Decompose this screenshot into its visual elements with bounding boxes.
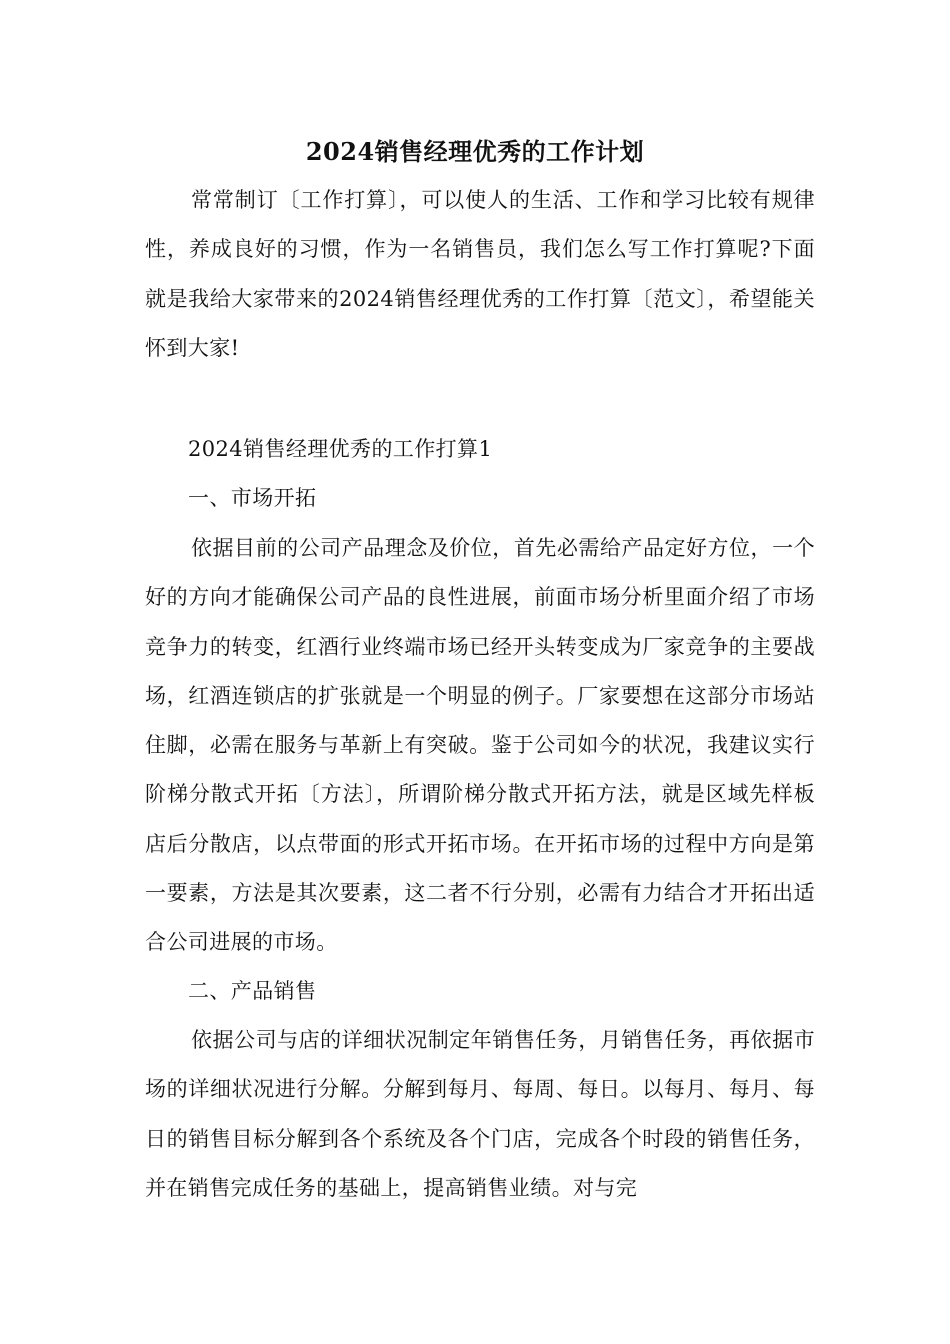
paragraph-product-sales: 依据公司与店的详细状况制定年销售任务，月销售任务，再依据市场的详细状况进行分解。分解到每月、每周、每日。以每月、每月、每日的销售目标分解到各个系统及各个门店，完成各个时段的销售任务，并在销售完成任务的基础上，提高销售业绩。对与完: [145, 1028, 815, 1200]
paragraph-market-expansion: 依据目前的公司产品理念及价位，首先必需给产品定好方位，一个好的方向才能确保公司产品的良性进展，前面市场分析里面介绍了市场竞争力的转变，红酒行业终端市场已经开头转变成为厂家竞争的主要战场，红酒连锁店的扩张就是一个明显的例子。厂家要想在这部分市场站住脚，必需在服务与革新上有突破。鉴于公司如今的状况，我建议实行阶梯分散式开拓〔方法〕，所谓阶梯分散式开拓方法，就是区域先样板店后分散店，以点带面的形式开拓市场。在开拓市场的过程中方向是第一要素，方法是其次要素，这二者不行分别，必需有力结合才开拓出适合公司进展的市场。: [145, 536, 815, 955]
intro-paragraph: 常常制订〔工作打算〕，可以使人的生活、工作和学习比较有规律性，养成良好的习惯，作为一名销售员，我们怎么写工作打算呢?下面就是我给大家带来的2024销售经理优秀的工作打算〔范文〕，希望能关怀到大家!: [145, 188, 815, 360]
heading-product-sales: 二、产品销售: [188, 979, 317, 1003]
document-title: 2024销售经理优秀的工作计划: [305, 137, 645, 166]
section-title: 2024销售经理优秀的工作打算1: [188, 437, 493, 461]
heading-market-expansion: 一、市场开拓: [188, 486, 317, 510]
